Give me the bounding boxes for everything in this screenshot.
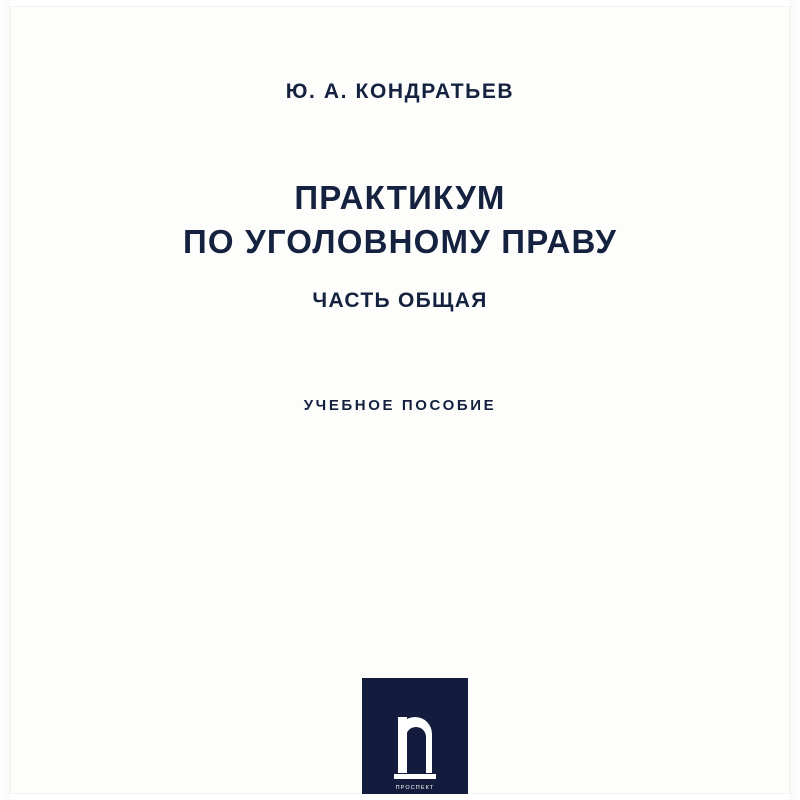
author-name: Ю. А. КОНДРАТЬЕВ: [285, 80, 515, 103]
cover-page: [10, 6, 790, 794]
page-edge-left: [0, 0, 10, 800]
book-subtitle: ЧАСТЬ ОБЩАЯ: [312, 289, 488, 313]
title-line-1: ПРАКТИКУМ: [294, 179, 506, 216]
publisher-logo: [362, 678, 468, 794]
page-edge-right: [790, 0, 800, 800]
arch-doorway-icon: [392, 717, 438, 779]
title-line-2: ПО УГОЛОВНОМУ ПРАВУ: [182, 222, 618, 260]
book-title: [10, 176, 790, 263]
publication-kind: УЧЕБНОЕ ПОСОБИЕ: [303, 397, 497, 415]
publisher-name: ПРОСПЕКТ: [395, 785, 435, 791]
cover-content: [10, 6, 790, 794]
